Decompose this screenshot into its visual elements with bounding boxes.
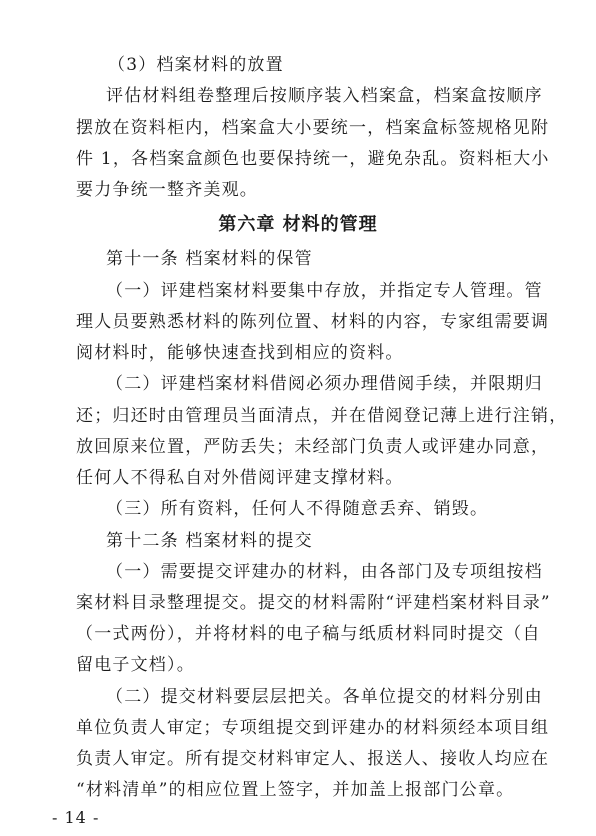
chapter-heading: 第六章 材料的管理: [218, 214, 378, 235]
paragraph-line: 要力争统一整齐美观。: [76, 180, 258, 200]
paragraph-line: 件 1，各档案盒颜色也要保持统一，避免杂乱。资料柜大小: [76, 149, 550, 169]
paragraph-line: 任何人不得私自对外借阅评建支撑材料。: [76, 468, 404, 488]
paragraph-line: 负责人审定。所有提交材料审定人、报送人、接收人均应在: [76, 749, 550, 769]
paragraph-line: 单位负责人审定；专项组提交到评建办的材料须经本项目组: [76, 718, 550, 738]
paragraph-line: 放回原来位置，严防丢失；未经部门负责人或评建办同意，: [76, 437, 550, 457]
paragraph-line: 评估材料组卷整理后按顺序装入档案盒，档案盒按顺序: [106, 86, 543, 106]
paragraph-line: 阅材料时，能够快速查找到相应的资料。: [76, 343, 404, 363]
paragraph-line: （二）提交材料要层层把关。各单位提交的材料分别由: [106, 687, 543, 707]
paragraph-line: （二）评建档案材料借阅必须办理借阅手续，并限期归: [106, 374, 543, 394]
page-number: - 14 -: [52, 808, 100, 827]
paragraph-line: 理人员要熟悉材料的陈列位置、材料的内容，专家组需要调: [76, 312, 550, 332]
paragraph-line: 摆放在资料柜内，档案盒大小要统一，档案盒标签规格见附: [76, 118, 550, 138]
article-heading-12: 第十二条 档案材料的提交: [106, 531, 313, 551]
paragraph-line: 案材料目录整理提交。提交的材料需附“评建档案材料目录”: [76, 593, 551, 613]
paragraph-line: “材料清单”的相应位置上签字，并加盖上报部门公章。: [76, 780, 515, 800]
paragraph-line: （三）所有资料，任何人不得随意丢弃、销毁。: [106, 499, 489, 519]
subsection-heading-placement: （3）档案材料的放置: [108, 55, 284, 75]
paragraph-line: （一式两份），并将材料的电子稿与纸质材料同时提交（自: [76, 624, 541, 644]
paragraph-line: 留电子文档）。: [76, 655, 195, 675]
paragraph-line: （一）评建档案材料要集中存放，并指定专人管理。管: [106, 281, 543, 301]
article-heading-11: 第十一条 档案材料的保管: [106, 249, 313, 269]
paragraph-line: （一）需要提交评建办的材料，由各部门及专项组按档: [106, 562, 543, 582]
paragraph-line: 还；归还时由管理员当面清点，并在借阅登记薄上进行注销，: [76, 406, 568, 426]
